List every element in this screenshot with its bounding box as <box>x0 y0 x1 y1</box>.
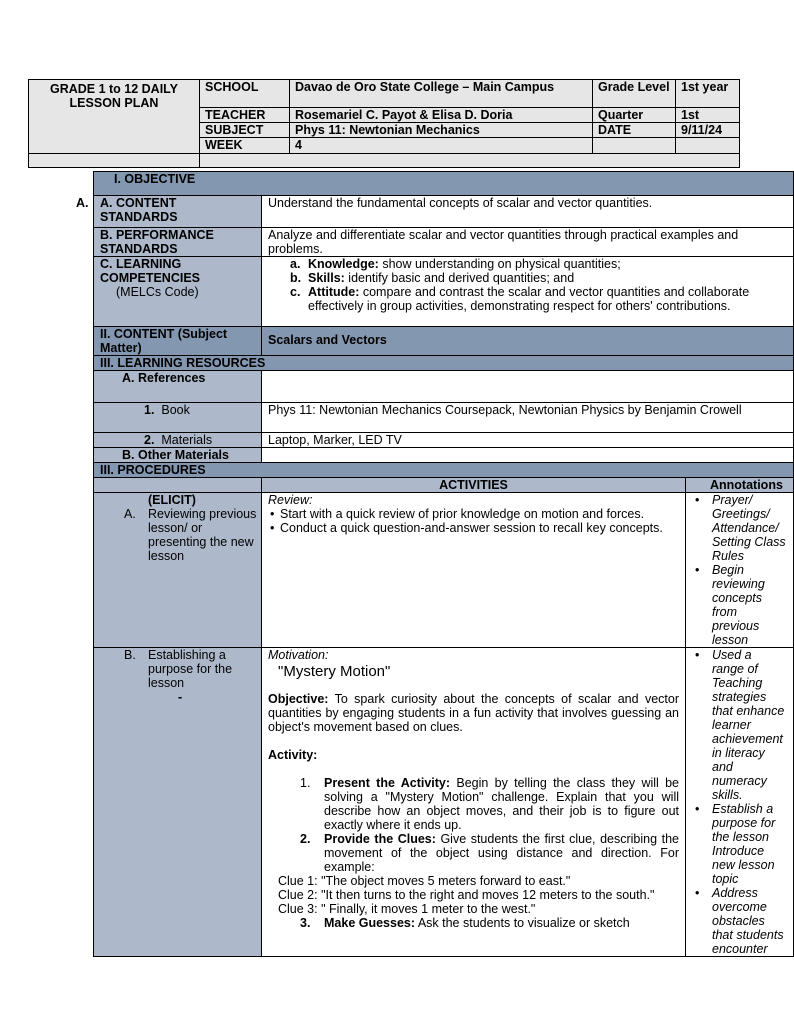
review-title: Review: <box>268 493 313 507</box>
competency-item <box>290 271 787 285</box>
content-label: II. CONTENT (Subject Matter) <box>94 327 262 356</box>
performance-standards-text: Analyze and differentiate scalar and vector quantities through practical examples and problems. <box>262 228 794 257</box>
step-1-text: Begin by telling the class they will be solving a "Mystery Motion" challenge. Explain that you will describe how an object moves, and their job is to figure out exactly where it ends up. <box>324 776 679 832</box>
elicit-label: Reviewing previous lesson/ or presenting the new lesson <box>148 507 257 563</box>
date-value: 9/11/24 <box>676 123 740 138</box>
references-label: A. References <box>94 371 262 403</box>
materials-value: Laptop, Marker, LED TV <box>262 433 794 448</box>
date-label: DATE <box>593 123 676 138</box>
activities-head: ACTIVITIES <box>262 478 686 493</box>
resources-heading: III. LEARNING RESOURCES <box>94 356 794 371</box>
elicit-annotations-cell <box>686 493 794 648</box>
elicit-annotations <box>692 493 787 647</box>
annotation-item: • Address overcome obstacles that students encounter <box>712 886 787 956</box>
grade-level-value: 1st year <box>676 80 740 108</box>
grade-level-label: Grade Level <box>593 80 676 108</box>
purpose-annotations-cell <box>686 648 794 957</box>
purpose-activity-cell <box>262 648 686 957</box>
book-label: Book <box>161 403 190 417</box>
materials-num: 2. <box>144 433 155 447</box>
activity-name: "Mystery Motion" <box>278 663 391 680</box>
competencies-label: C. LEARNING COMPETENCIES <box>100 257 201 285</box>
week-label: WEEK <box>200 138 290 154</box>
competencies-cell <box>94 257 262 327</box>
book-num: 1. <box>144 403 155 417</box>
motivation-title: Motivation: <box>268 648 329 662</box>
step-1-key: Present the Activity: <box>324 776 451 790</box>
step-3-text: Ask the students to visualize or sketch <box>415 916 630 930</box>
objective-heading: I. OBJECTIVE <box>94 172 794 196</box>
competency-text: identify basic and derived quantities; and <box>344 271 575 285</box>
clue-2: Clue 2: "It then turns to the right and moves 12 meters to the south." <box>278 888 655 902</box>
step-3-key: Make Guesses: <box>324 916 416 930</box>
review-bullet: • Conduct a quick question-and-answer session to recall key concepts. <box>280 521 679 535</box>
empty-cell <box>200 154 740 168</box>
elicit-label-cell <box>94 493 262 648</box>
step-2 <box>268 832 679 874</box>
purpose-dash: - <box>178 690 183 704</box>
melcs-code: (MELCs Code) <box>116 285 199 299</box>
competency-marker: b. <box>290 271 302 285</box>
performance-standards-label-text: B. PERFORMANCE STANDARDS <box>100 228 214 256</box>
week-value: 4 <box>290 138 593 154</box>
other-materials-value <box>262 448 794 463</box>
step-3 <box>268 916 679 930</box>
school-value: Davao de Oro State College – Main Campus <box>290 80 593 108</box>
book-label-cell <box>94 403 262 433</box>
subject-value: Phys 11: Newtonian Mechanics <box>290 123 593 138</box>
competency-key: Skills: <box>308 271 345 285</box>
competency-key: Knowledge: <box>308 257 379 271</box>
annotations-head: Annotations <box>686 478 794 493</box>
annotation-item: • Used a range of Teaching strategies that enhance learner achievement in literacy and numeracy skills. <box>712 648 787 802</box>
empty-cell <box>593 138 676 154</box>
review-bullet: • Start with a quick review of prior knowledge on motion and forces. <box>280 507 679 521</box>
purpose-label-cell <box>94 648 262 957</box>
competency-text: compare and contrast the scalar and vector quantities and collaborate effectively in group activities, demonstrating respect for others' contributions. <box>308 285 750 313</box>
step-2-key: Provide the Clues: <box>324 832 436 846</box>
quarter-label: Quarter <box>593 108 676 123</box>
purpose-label: Establishing a purpose for the lesson <box>148 648 233 690</box>
step-2-text: Give students the first clue, describing the movement of the object using distance and direction. For example: <box>324 832 679 874</box>
references-value <box>262 371 794 403</box>
teacher-value: Rosemariel C. Payot & Elisa D. Doria <box>290 108 593 123</box>
competency-key: Attitude: <box>308 285 360 299</box>
annotation-item: • Prayer/ Greetings/ Attendance/ Setting Class Rules <box>712 493 787 563</box>
objective-paragraph <box>268 692 679 734</box>
annotation-item: • Establish a purpose for the lesson Introduce new lesson topic <box>712 802 787 886</box>
objective-text: To spark curiosity about the concepts of scalar and vector quantities by engaging students in a fun activity that involves guessing an object's movement based on clues. <box>268 692 679 734</box>
content-value: Scalars and Vectors <box>262 327 794 356</box>
elicit-tag: (ELICIT) <box>148 493 196 507</box>
review-bullets <box>268 507 679 535</box>
elicit-activity-cell <box>262 493 686 648</box>
step-3-num: 3. <box>300 916 311 930</box>
grade-title: GRADE 1 to 12 DAILY LESSON PLAN <box>29 80 200 154</box>
outer-section-label: A. <box>76 196 89 210</box>
header-table <box>28 79 740 168</box>
activity-key: Activity: <box>268 748 318 762</box>
purpose-annotations <box>692 648 787 956</box>
step-1 <box>268 776 679 832</box>
teacher-label: TEACHER <box>200 108 290 123</box>
step-1-num: 1. <box>300 776 311 790</box>
annotation-item: • Begin reviewing concepts from previous lesson <box>712 563 787 647</box>
competencies-list <box>268 257 787 313</box>
content-standards-label: A. CONTENT STANDARDS <box>94 196 262 228</box>
book-value: Phys 11: Newtonian Mechanics Coursepack, Newtonian Physics by Benjamin Crowell <box>262 403 794 433</box>
materials-label: Materials <box>161 433 213 447</box>
step-2-num: 2. <box>300 832 311 846</box>
empty-cell <box>676 138 740 154</box>
clue-1: Clue 1: "The object moves 5 meters forward to east." <box>278 874 571 888</box>
procedures-blank-head <box>94 478 262 493</box>
competency-marker: a. <box>290 257 301 271</box>
competencies-list-cell <box>262 257 794 327</box>
lesson-table <box>93 171 794 957</box>
subject-label: SUBJECT <box>200 123 290 138</box>
quarter-value: 1st <box>676 108 740 123</box>
elicit-letter: A. <box>124 507 136 521</box>
clue-3: Clue 3: " Finally, it moves 1 meter to the west." <box>278 902 536 916</box>
other-materials-label: B. Other Materials <box>94 448 262 463</box>
procedures-heading: III. PROCEDURES <box>94 463 794 478</box>
competency-marker: c. <box>290 285 301 299</box>
competency-item <box>290 285 787 313</box>
school-label: SCHOOL <box>200 80 290 108</box>
lesson-body <box>93 171 793 957</box>
competency-text: show understanding on physical quantities; <box>378 257 621 271</box>
performance-standards-label <box>94 228 262 257</box>
content-standards-text: Understand the fundamental concepts of scalar and vector quantities. <box>262 196 794 228</box>
competency-item <box>290 257 787 271</box>
objective-key: Objective: <box>268 692 329 706</box>
empty-cell <box>29 154 200 168</box>
purpose-letter: B. <box>124 648 136 662</box>
materials-label-cell <box>94 433 262 448</box>
